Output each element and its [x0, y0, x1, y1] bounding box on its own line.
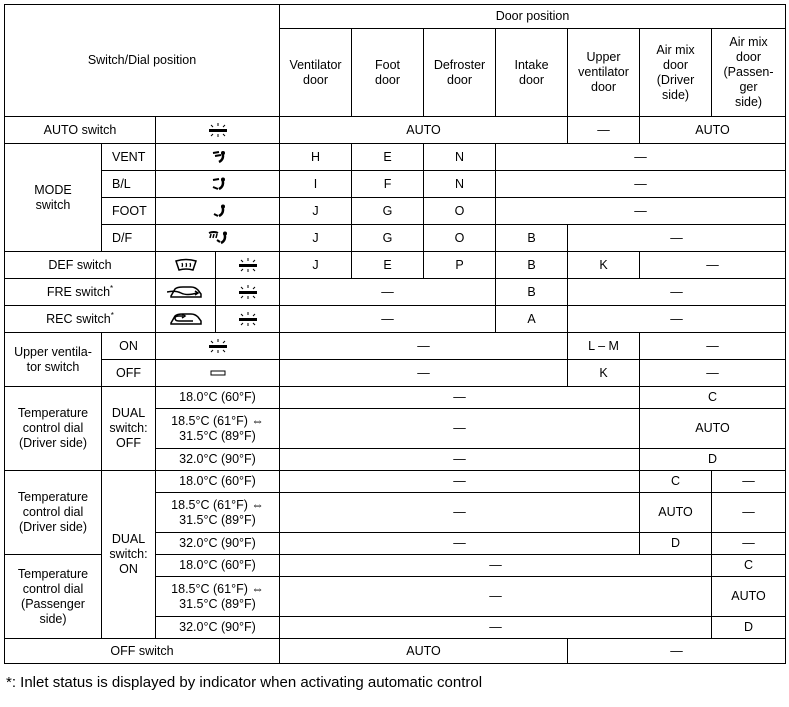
table-row: [5, 360, 786, 387]
cell: AUTO: [280, 639, 568, 664]
cell: —: [496, 198, 786, 225]
recirculation-icon: [156, 306, 216, 333]
cell: G: [352, 225, 424, 252]
auto-value: AUTO: [280, 117, 568, 144]
cell: E: [352, 144, 424, 171]
cell: —: [568, 639, 786, 664]
cell: —: [640, 333, 786, 360]
cell: A: [496, 306, 568, 333]
cell: —: [280, 493, 640, 533]
cell: —: [496, 144, 786, 171]
cell: N: [424, 171, 496, 198]
cell: J: [280, 225, 352, 252]
cell: C: [640, 387, 786, 409]
table-row: [5, 144, 786, 171]
cell: —: [280, 333, 568, 360]
air-mix-driver-header: Air mix door (Driver side): [640, 29, 712, 117]
cell: —: [568, 225, 786, 252]
door-position-table: [4, 4, 786, 664]
bilevel-mode-icon: [156, 171, 280, 198]
cell: —: [280, 360, 568, 387]
temp-range: 18.5°C (61°F) ⇔ 31.5°C (89°F): [156, 409, 280, 449]
cell: L – M: [568, 333, 640, 360]
cell: —: [568, 279, 786, 306]
cell: H: [280, 144, 352, 171]
cell: J: [280, 252, 352, 279]
mode-df-label: D/F: [102, 225, 156, 252]
cell: —: [280, 617, 712, 639]
cell: —: [712, 493, 786, 533]
vent-mode-icon: [156, 144, 280, 171]
table-row: [5, 387, 786, 409]
upper-vent-off-label: OFF: [102, 360, 156, 387]
cell: —: [280, 279, 496, 306]
fresh-air-icon: [156, 279, 216, 306]
cell: —: [280, 577, 712, 617]
temp-dial-passenger-label: Temperature control dial (Passenger side): [5, 555, 102, 639]
indicator-lit-icon: [216, 279, 280, 306]
cell: —: [280, 306, 496, 333]
cell: D: [640, 533, 712, 555]
cell: B: [496, 225, 568, 252]
cell: J: [280, 198, 352, 225]
air-mix-value: AUTO: [640, 117, 786, 144]
cell: —: [640, 360, 786, 387]
cell: —: [280, 409, 640, 449]
cell: E: [352, 252, 424, 279]
door-position-header: Door position: [280, 5, 786, 29]
air-mix-passenger-header: Air mix door (Passen- ger side): [712, 29, 786, 117]
table-row: [5, 471, 786, 493]
defroster-door-header: Defroster door: [424, 29, 496, 117]
cell: K: [568, 360, 640, 387]
table-row: [5, 306, 786, 333]
rec-switch-label: REC switch*: [5, 306, 156, 333]
mode-vent-label: VENT: [102, 144, 156, 171]
cell: I: [280, 171, 352, 198]
auto-switch-label: AUTO switch: [5, 117, 156, 144]
indicator-lit-icon: [156, 117, 280, 144]
cell: —: [712, 471, 786, 493]
cell: D: [712, 617, 786, 639]
indicator-lit-icon: [216, 306, 280, 333]
cell: —: [280, 387, 640, 409]
switch-dial-position-header: Switch/Dial position: [5, 5, 280, 117]
temp-dial-driver-label: Temperature control dial (Driver side): [5, 471, 102, 555]
cell: —: [496, 171, 786, 198]
cell: B: [496, 279, 568, 306]
table-row: [5, 639, 786, 664]
table-row: [5, 171, 786, 198]
ventilator-door-header: Ventilator door: [280, 29, 352, 117]
foot-door-header: Foot door: [352, 29, 424, 117]
cell: D: [640, 449, 786, 471]
temp-value: 32.0°C (90°F): [156, 533, 280, 555]
cell: —: [280, 471, 640, 493]
footnote: *: Inlet status is displayed by indicator when activating automatic control: [6, 674, 483, 691]
cell: N: [424, 144, 496, 171]
upper-ventilator-door-header: Upper ventilator door: [568, 29, 640, 117]
cell: C: [640, 471, 712, 493]
table-row: [5, 117, 786, 144]
cell: —: [568, 306, 786, 333]
def-foot-mode-icon: [156, 225, 280, 252]
fre-switch-label: FRE switch*: [5, 279, 156, 306]
cell: AUTO: [640, 409, 786, 449]
mode-switch-label: MODE switch: [5, 144, 102, 252]
cell: O: [424, 225, 496, 252]
cell: B: [496, 252, 568, 279]
table-row: [5, 252, 786, 279]
off-switch-label: OFF switch: [5, 639, 280, 664]
upper-vent-on-label: ON: [102, 333, 156, 360]
temp-range: 18.5°C (61°F) ⇔ 31.5°C (89°F): [156, 577, 280, 617]
cell: P: [424, 252, 496, 279]
mode-foot-label: FOOT: [102, 198, 156, 225]
cell: AUTO: [712, 577, 786, 617]
temp-value: 32.0°C (90°F): [156, 617, 280, 639]
upper-vent-value: —: [568, 117, 640, 144]
cell: AUTO: [640, 493, 712, 533]
table-row: [5, 198, 786, 225]
cell: F: [352, 171, 424, 198]
indicator-lit-icon: [216, 252, 280, 279]
temp-value: 32.0°C (90°F): [156, 449, 280, 471]
temp-dial-driver-label: Temperature control dial (Driver side): [5, 387, 102, 471]
cell: —: [712, 533, 786, 555]
cell: —: [280, 555, 712, 577]
dual-switch-off-label: DUAL switch: OFF: [102, 387, 156, 471]
temp-range: 18.5°C (61°F) ⇔ 31.5°C (89°F): [156, 493, 280, 533]
foot-mode-icon: [156, 198, 280, 225]
upper-vent-switch-label: Upper ventila- tor switch: [5, 333, 102, 387]
table-row: [5, 225, 786, 252]
cell: K: [568, 252, 640, 279]
temp-value: 18.0°C (60°F): [156, 471, 280, 493]
dual-switch-on-label: DUAL switch: ON: [102, 471, 156, 639]
cell: C: [712, 555, 786, 577]
cell: G: [352, 198, 424, 225]
cell: —: [640, 252, 786, 279]
intake-door-header: Intake door: [496, 29, 568, 117]
defrost-icon: [156, 252, 216, 279]
table-row: [5, 333, 786, 360]
temp-value: 18.0°C (60°F): [156, 387, 280, 409]
mode-bl-label: B/L: [102, 171, 156, 198]
indicator-off-icon: [156, 360, 280, 387]
indicator-lit-icon: [156, 333, 280, 360]
cell: O: [424, 198, 496, 225]
temp-value: 18.0°C (60°F): [156, 555, 280, 577]
cell: —: [280, 533, 640, 555]
def-switch-label: DEF switch: [5, 252, 156, 279]
table-row: [5, 279, 786, 306]
cell: —: [280, 449, 640, 471]
